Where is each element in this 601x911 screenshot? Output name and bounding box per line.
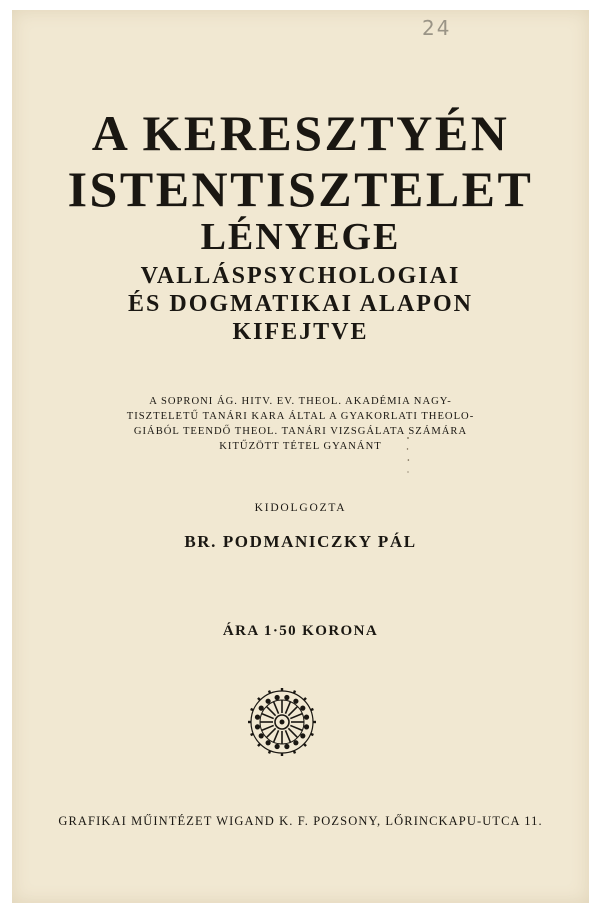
printer-imprint: GRAFIKAI MŰINTÉZET WIGAND K. F. POZSONY, LŐRINCKAPU-UTCA 11.: [58, 814, 543, 828]
subtitle-line-1: VALLÁSPSYCHOLOGIAI: [140, 263, 461, 289]
description-line-1: A SOPRONI ÁG. HITV. EV. THEOL. AKADÉMIA NAGY-: [149, 396, 452, 407]
description-line-3: GIÁBÓL TEENDŐ THEOL. TANÁRI VIZSGÁLATA SZÁMÁRA: [133, 426, 468, 437]
price: ÁRA 1·50 KORONA: [222, 623, 379, 639]
title-line-1: A KERESZTYÉN: [91, 105, 510, 161]
author-name: BR. PODMANICZKY PÁL: [184, 532, 417, 551]
title-page: [12, 10, 589, 903]
subtitle-line-2: ÉS DOGMATIKAI ALAPON: [128, 291, 473, 317]
description: [112, 394, 489, 454]
ink-specks: [406, 435, 410, 481]
rosette-icon: [248, 688, 316, 756]
author-label: KIDOLGOZTA: [254, 502, 347, 514]
handwritten-page-note: 24: [422, 16, 452, 40]
subtitle-line-3: KIFEJTVE: [232, 319, 369, 345]
title-line-3: LÉNYEGE: [200, 216, 401, 258]
description-line-2: TISZTELETŰ TANÁRI KARA ÁLTAL A GYAKORLATI THEOLO-: [126, 411, 475, 422]
title-line-2: ISTENTISZTELET: [67, 161, 534, 217]
description-line-4: KITŰZÖTT TÉTEL GYANÁNT: [219, 441, 382, 452]
